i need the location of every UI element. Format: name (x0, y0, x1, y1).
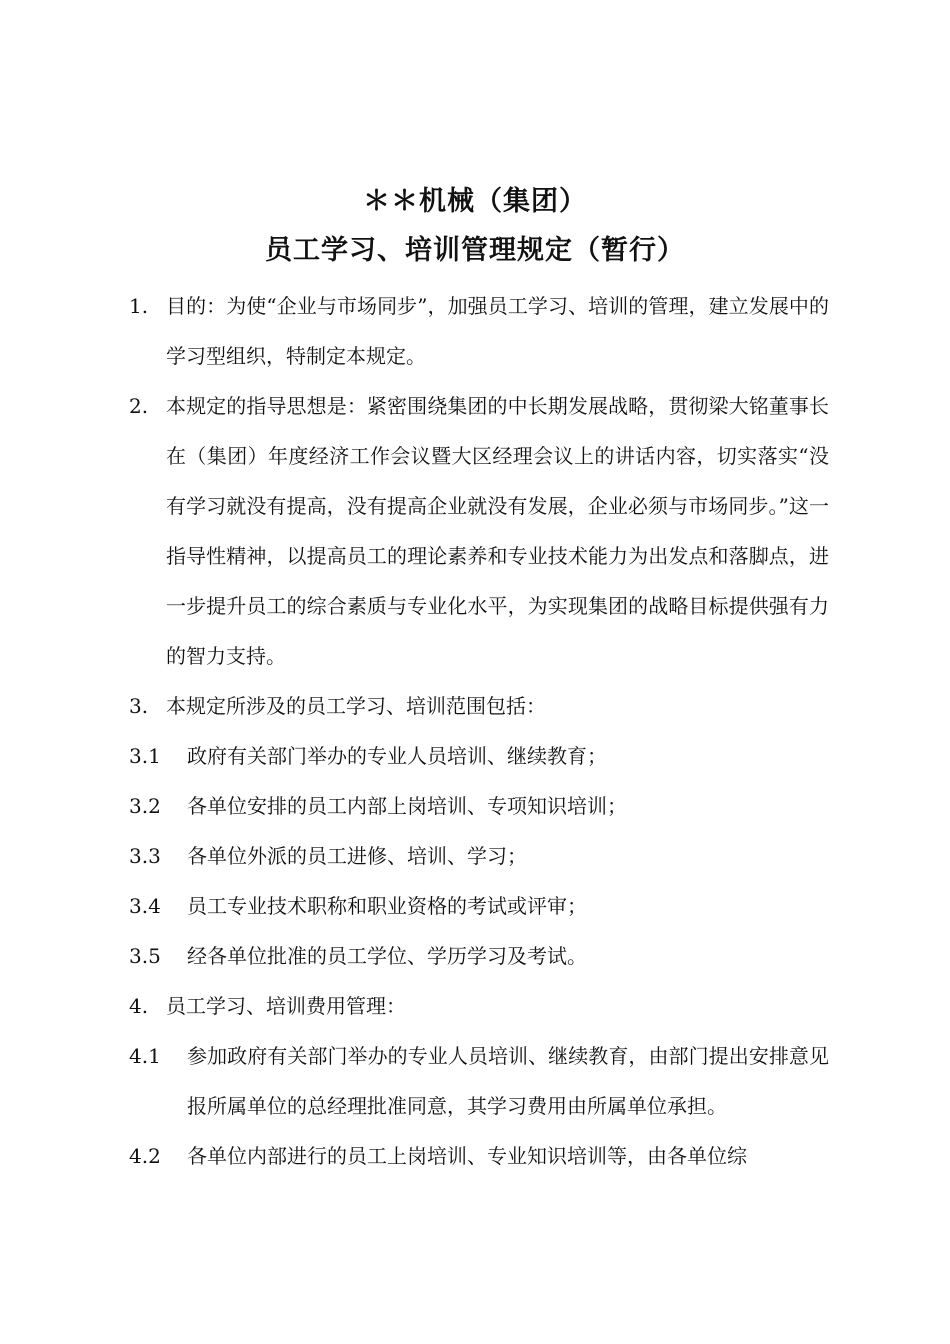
clause-number: 3.5 (129, 944, 161, 968)
clause-text: 员工学习、培训费用管理： (166, 994, 406, 1018)
clause-text: 本规定的指导思想是：紧密围绕集团的中长期发展战略，贯彻梁大铭董事长在（集团）年度经济工作会议暨大区经理会议上的讲话内容，切实落实“没有学习就没有提高，没有提高企业就没有发展，企业必须与市场同步。”这一指导性精神，以提高员工的理论素养和专业技术能力为出发点和落脚点，进一步提升员工的综合素质与专业化水平，为实现集团的战略目标提供强有力的智力支持。 (166, 394, 829, 668)
clause-number: 3.2 (129, 794, 161, 818)
clause-number: 3.3 (129, 844, 161, 868)
clause-text: 政府有关部门举办的专业人员培训、继续教育； (187, 744, 607, 768)
clause-number: 4.2 (129, 1144, 161, 1168)
clause-number: 3.4 (129, 894, 161, 918)
clause-3 (129, 681, 829, 731)
clause-2 (129, 381, 829, 681)
clause-text: 各单位内部进行的员工上岗培训、专业知识培训等，由各单位综 (187, 1144, 747, 1168)
clause-text: 各单位安排的员工内部上岗培训、专项知识培训； (187, 794, 627, 818)
clause-number: 3. (129, 694, 149, 718)
clause-4-1 (129, 1031, 829, 1131)
document-title-line-2: 员工学习、培训管理规定（暂行） (265, 235, 685, 266)
clause-1 (129, 281, 829, 381)
clause-3-3 (129, 831, 829, 881)
clause-text: 目的：为使“企业与市场同步”，加强员工学习、培训的管理，建立发展中的学习型组织，特制定本规定。 (166, 294, 829, 368)
clause-text: 经各单位批准的员工学位、学历学习及考试。 (187, 944, 587, 968)
clause-3-1 (129, 731, 829, 781)
clause-3-4 (129, 881, 829, 931)
document-title-line-1: ＊＊机械（集团） (363, 186, 587, 217)
clause-number: 1. (129, 294, 149, 318)
clause-number: 2. (129, 394, 149, 418)
clause-text: 本规定所涉及的员工学习、培训范围包括： (166, 694, 546, 718)
clause-4-2 (129, 1131, 829, 1181)
clause-text: 各单位外派的员工进修、培训、学习； (187, 844, 527, 868)
clause-3-2 (129, 781, 829, 831)
clause-number: 4.1 (129, 1044, 161, 1068)
clause-4 (129, 981, 829, 1031)
clause-text: 参加政府有关部门举办的专业人员培训、继续教育，由部门提出安排意见报所属单位的总经理批准同意，其学习费用由所属单位承担。 (187, 1044, 829, 1118)
clause-text: 员工专业技术职称和职业资格的考试或评审； (187, 894, 587, 918)
clause-number: 4. (129, 994, 149, 1018)
clause-number: 3.1 (129, 744, 161, 768)
document-body (129, 281, 829, 1181)
clause-3-5 (129, 931, 829, 981)
